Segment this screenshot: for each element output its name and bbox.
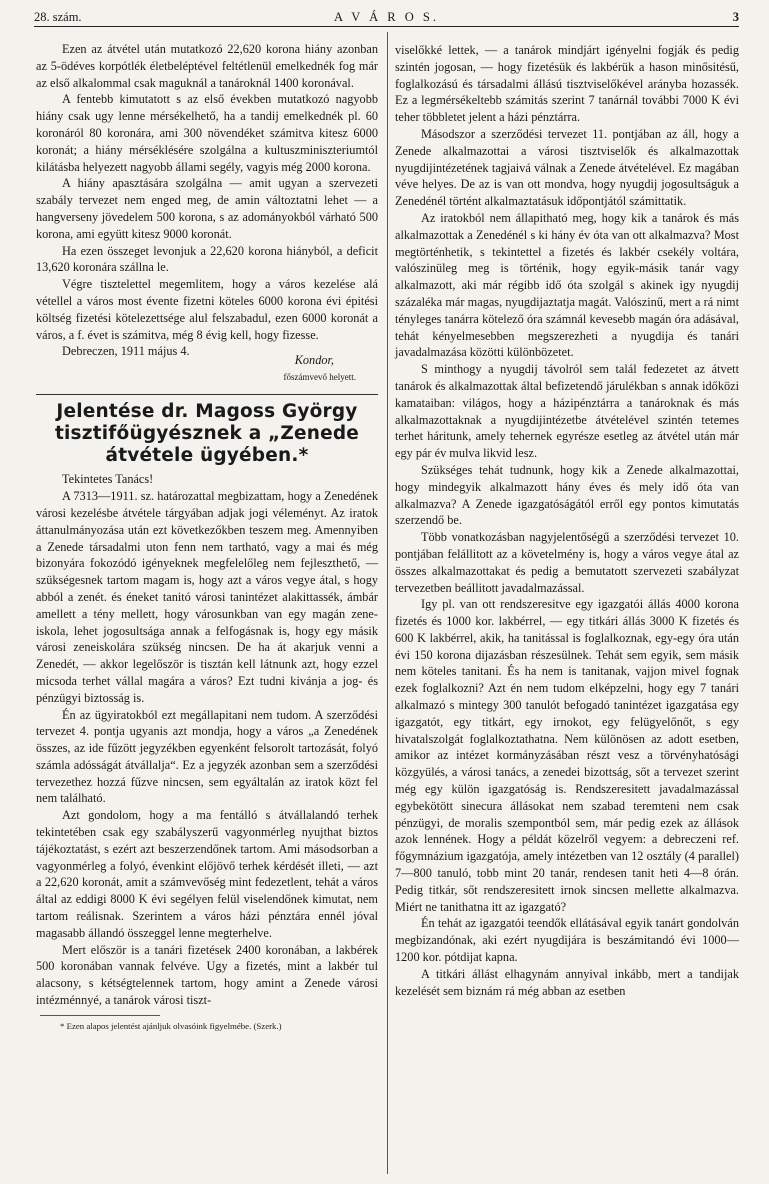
paragraph: Mert először is a tanári fizetések 2400 koronában, a lakbérek 500 koronában vannak felvéve. Ugy a fizetés, mint a lakbér tul alacsony, s kétségtelennek tartom, hogy amint a Zenede városi intézménnyé, a tanárok városi tiszt- <box>36 942 378 1008</box>
paragraph: A titkári állást elhagynám annyival inkább, mert a tandijak kezelését sem biznám rá még abban az esetben <box>395 966 739 998</box>
paragraph: A fentebb kimutatott s az első években mutatkozó nagyobb hiány csak ugy lenne mérsékelhető, ha a tandij emelkednék pl. 60 koronáról 80 koronára, ami 300 növendéket számitva kitesz 6000 koronát; a hiány mérséklésére szolgálna a kultuszminiszteriumtól kilátásba helyezett nagyobb állami segély, vagyis még 2000 korona. <box>36 92 378 174</box>
page-number: 3 <box>732 10 739 24</box>
paragraph: S minthogy a nyugdij távolról sem talál fedezetet az átvett tanárok és alkalmazottak által befizetendő járulékban s annak időközi kamataiban: világos, hogy a házipénztárra a tanároknak és más alkalmazottaknak a nyugdijintézetbe átvételével szintén tetemes terhet háritunk, amely tehernek egyrésze esetleg az átvétel után már egy pár év mulva likvid lesz. <box>395 362 739 461</box>
paragraph: Én az ügyiratokból ezt megállapitani nem tudom. A szerződési tervezet 4. pontja ugyanis azt mondja, hogy a város „a Zenedének összes, az ide fűzött jegyzékben egyenként felsorolt tartozását, folyó számla adósságát átvállalja“. Ez a jegyzék azonban sem a szerződési tervezethez hozzá fűzve nincsen, sem egyáltalán az iratok közt fel nem található. <box>36 707 378 806</box>
paragraph: Én tehát az igazgatói teendők ellátásával egyik tanárt gondolván megbizandónak, aki ezért nyugdijára is beszámitandó évi 1000—1200 kor. pótdijat kapna. <box>395 916 739 965</box>
article-separator <box>36 394 378 395</box>
signature-name: Kondor, <box>294 353 334 368</box>
paragraph: Ezen az átvétel után mutatkozó 22,620 korona hiány azonban az 5-ödéves korpótlék életbeléptével feltétlenül emelkednék fog már az első alkalommal csak maguknál a tanároknál 1400 koronával. <box>36 42 378 90</box>
paragraph: Szükséges tehát tudnunk, hogy kik a Zenede alkalmazottai, hogy mindegyik alkalmazott hány éves és mely idő óta van alkalmazva? A Zenede igazgatóságától erről egy pontos kimutatás szerzendő be. <box>395 462 739 528</box>
left-column <box>36 41 378 1032</box>
signature-date: Debreczen, 1911 május 4. <box>62 344 190 359</box>
paragraph: Igy pl. van ott rendszeresitve egy igazgatói állás 4000 korona fizetés és 1000 kor. lakbérrel, — egy titkári állás 3000 K fizetés és 600 K lakbérrel, akik, ha tanitással is foglalkoznak, egy-egy óra után évi 150 korona dijazásban részesülnek. Tehát sem egyik, sem másik nem köteles tanitani. És ha nem is tanitanak, vajjon mivel fognak ezek foglalkozni? Azt én nem tudom elképzelni, hogy egy 7 tanári alkalmazó s mintegy 300 tanulót befogadó tanintézet igazgatása egy igazgatót, egy titkárt, egy irnokot, egy felügyelőnőt, s egy hivatalszolgát foglalkoztathatna. Nem különösen az adott esetben, amikor az intézet kormányzásában részt vesz a törvényhatósági közgyülés, a városi tanács, a zenedei bizottság, sőt a tervezet szerint még egy külön igazgatóság is. Rendszeresitett javadalmazással egybekötött sinecura állásokat nem szabad teremteni nem csak pénzügyi, de moralis szempontból sem, már pedig ezek az állások azok lennének. Hogy a példát közelről vegyem: a debreczeni ref. főgymnázium igazgatója, amely intézetben van 12 osztály (4 parallel) 7—800 tanuló, tobb mint 20 tanár, rendesen tanit heti 4—8 órán. Pedig titkár, sőt rendszeresitett irnok sincsen mellette alkalmazva. Miért ne tanithatna itt az igazgató? <box>395 597 739 914</box>
footnote-rule <box>40 1015 160 1016</box>
signature-block <box>36 343 378 389</box>
paragraph: Azt gondolom, hogy a ma fentálló s átvállalandó terhek tekintetében csak egy szabályszerű vagyonmérleg nyujthat biztos tájékoztatást, s ezért azt beszerzendőnek tartom. Ami másodsorban a vagyonmérleg a folyó, évenkint előjövő terhek kérdését illeti, — azt a 22,620 koronát, amit a számvevőség mint fedezetlent, tehát a város által az eddigi 8000 K évi segélyen felül viselendőnek kimutat, nem tartom reálisnak. Szerintem a város házi pénztára ennél jóval magasabb állandó összeggel lenne megterhelve. <box>36 808 378 940</box>
paragraph: A hiány apasztására szolgálna — amit ugyan a szervezeti szabály tervezet nem enged meg, de amin változtatni lehet — a hangverseny jövedelem 500 korona, s az adományokból várható 500 korona, ami együtt kitesz 9000 koronát. <box>36 176 378 241</box>
paragraph: Végre tisztelettel megemlitem, hogy a város kezelése alá vétellel a város most évente fizetni köteles 6000 korona évi épitési költség fizetési kötelezettsége alul felszabadul, ezen 6000 koronát a város, a f. évet is számitva, még 8 évig kell, hogy fizesse. <box>36 277 378 342</box>
article-title: Jelentése dr. Magoss György tisztifőügyésznek a „Zenede átvétele ügyében.* <box>54 401 360 467</box>
paragraph: Ha ezen összeget levonjuk a 22,620 korona hiányból, a deficit 13,620 koronára szállna le. <box>36 243 378 275</box>
issue-number: 28. szám. <box>34 10 82 24</box>
paragraph: Másodszor a szerződési tervezet 11. pontjában az áll, hogy a Zenede alkalmazottai a városi tisztviselők és alkalmazottak nyugdijintézetének tagjaivá válnak a Zenede átvételével. Ez magában véve helyes. De az is van ott mondva, hogy nyugdij jogosultságuk a Zenedénél történt alkalmaztatásuk időpontjától számittatik. <box>395 126 739 209</box>
paragraph: Az iratokból nem állapitható meg, hogy kik a tanárok és más alkalmazottak a Zenedénél s ki hány év óta van ott alkalmazva? Most megtörténhetik, s tekintettel a fizetés és lakbér csekély voltára, valószinüleg meg is történik, hogy egyik-másik tanár vagy alkalmazott, aki már régibb idő óta szolgál s akinek igy nyugdij százaléka már magas, nyugdijaztatja magát. Valószinű, mert a rá nimt tényleges tanárra kötelező óra számnál kevesebb magán óra adásával, tehát kényelmesebben megszerezheti a nyugdija és tanári javadalmazása közötti különbözetet. <box>395 210 739 360</box>
paragraph: viselőkké lettek, — a tanárok mindjárt igényelni fogják és pedig szintén jogosan, — hogy fizetésük és lakbérük a hason minősitésű, foglalkozású és társadalmi állású tisztviselőkével arányba hozassék. Ez a legmérsékeltebb számitás szerint 7 tanárnál további 7000 K évi teher többletet jelent a házi pénztárra. <box>395 43 739 125</box>
footnote: * Ezen alapos jelentést ajánljuk olvasóink figyelmébe. (Szerk.) <box>60 1020 282 1031</box>
right-column <box>395 42 739 999</box>
paragraph: Több vonatkozásban nagyjelentőségű a szerződési tervezet 10. pontjában felállitott az a követelmény is, hogy a város vegye átal az összes alkalmazottakat és pedig a bemutatott szervezeti szabályzat tervezetben beállitott javadalmazással. <box>395 530 739 595</box>
paragraph: A 7313—1911. sz. határozattal megbizattam, hogy a Zenedének városi kezelésbe átvétele tárgyában adjak jogi véleményt. Az iratok áttanulmányozása után ezt következőkben teszem meg. Amennyiben a Zenede társadalmi uton fenn nem tartható, vagy a mai és még bizonyára fokozódó igényeknek megfelelőleg nem fejleszthető, — szükségesnek tartom magam is, hogy azt a város vegye átal, s hogy abból a zenét. és éneket tanitó városi tanintézet alakittassék, ámbár amellett a tény mellett, hogy városunkban van egy magán zene-iskola, lehet jogosultsága annak a felfogásnak is, hogy egy másik városi zeneiskolára szükség nincsen. De ha át akarjuk venni a Zenedét, — akkor legelőször is tisztán kell látnunk azt, hogy ezzel micsoda terhet vállal magára a város? Ezt tudni kivánja a jog- és pénzügyi biztosság is. <box>36 489 378 705</box>
salutation: Tekintetes Tanács! <box>62 472 154 487</box>
page-header <box>34 8 739 26</box>
header-rule <box>34 26 739 27</box>
signature-role: főszámvevő helyett. <box>283 372 356 383</box>
newspaper-title: A V Á R O S. <box>333 10 439 24</box>
column-divider <box>387 32 388 1174</box>
